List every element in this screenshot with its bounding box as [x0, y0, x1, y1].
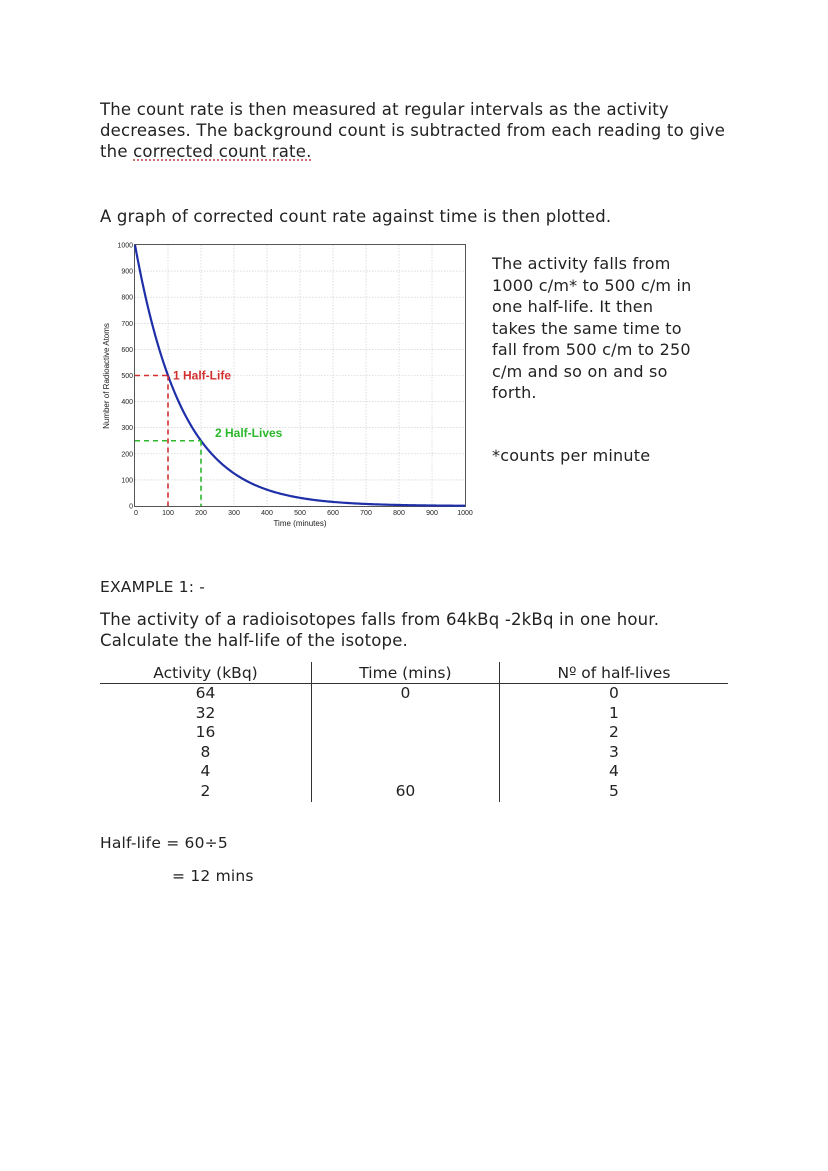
header-half-lives: Nº of half-lives: [499, 662, 728, 684]
y-tick-label: 700: [121, 320, 133, 328]
intro-line-1: The count rate is then measured at regular intervals as the activity: [100, 100, 669, 119]
cell: 2: [609, 723, 619, 742]
table-row: [100, 684, 728, 704]
y-axis-label: Number of Radioactive Atoms: [102, 323, 111, 429]
corrected-count-rate-term: corrected count rate.: [133, 142, 312, 161]
explanation-text: [492, 253, 722, 404]
y-tick-label: 400: [121, 399, 133, 407]
one-half-life-label: 1 Half-Life: [173, 368, 232, 383]
intro-line-3-prefix: the: [100, 142, 134, 161]
table-row: [100, 782, 728, 802]
explanation-line: takes the same time to: [492, 318, 682, 338]
cell: 16: [195, 723, 216, 742]
graph-intro: A graph of corrected count rate against time is then plotted.: [100, 207, 612, 226]
cell: 0: [311, 684, 499, 704]
cell: [311, 762, 499, 782]
cell: [311, 704, 499, 724]
cell: 4: [200, 762, 211, 781]
y-tick-label: 500: [121, 373, 133, 380]
y-tick-label: 800: [121, 294, 133, 302]
header-activity: Activity (kBq): [100, 662, 311, 684]
table-row: [100, 704, 728, 724]
intro-paragraph: [100, 99, 740, 162]
y-tick-label: 1000: [117, 242, 133, 250]
cell: [311, 743, 499, 763]
cell: 3: [609, 742, 619, 761]
y-tick-label: 600: [121, 346, 133, 354]
answer-line-2: = 12 mins: [172, 867, 254, 885]
cell: 8: [200, 742, 211, 761]
cell: 32: [195, 703, 216, 722]
cell: 0: [609, 684, 619, 702]
y-tick-label: 0: [129, 503, 133, 511]
y-tick-label: 300: [121, 425, 133, 433]
table-row: [100, 743, 728, 763]
cell: 2: [200, 781, 211, 800]
explanation-line: The activity falls from: [492, 254, 671, 273]
cell: 1: [609, 703, 619, 722]
table-row: [100, 762, 728, 782]
x-tick-label: 400: [261, 510, 273, 517]
table-row: [100, 723, 728, 743]
footnote: *counts per minute: [492, 446, 651, 465]
explanation-line: one half-life. It then: [492, 297, 654, 316]
x-tick-label: 1000: [457, 510, 473, 517]
table-header-row: [100, 662, 728, 684]
answer-line-1: Half-life = 60÷5: [100, 834, 228, 852]
intro-line-2: decreases. The background count is subtracted from each reading to give: [100, 121, 726, 140]
decay-chart: [100, 236, 482, 532]
x-tick-label: 300: [228, 510, 240, 517]
cell: [311, 723, 499, 743]
x-tick-label: 100: [162, 510, 174, 517]
example-heading: EXAMPLE 1: -: [100, 578, 206, 596]
x-tick-label: 700: [360, 510, 372, 517]
y-tick-label: 100: [121, 477, 133, 485]
cell: 60: [311, 782, 499, 802]
x-tick-label: 900: [426, 510, 438, 517]
explanation-line: c/m and so on and so: [492, 361, 668, 381]
half-life-table: [100, 662, 728, 802]
explanation-line: 1000 c/m* to 500 c/m in: [492, 275, 692, 295]
question-line-2: Calculate the half-life of the isotope.: [100, 631, 408, 650]
cell: 4: [609, 762, 619, 781]
x-tick-label: 200: [195, 510, 207, 517]
x-tick-label: 600: [327, 510, 339, 517]
x-tick-label: 800: [393, 510, 405, 517]
cell: 64: [195, 684, 216, 702]
x-tick-label: 0: [134, 510, 138, 517]
cell: 5: [609, 781, 619, 800]
x-axis-label: Time (minutes): [273, 519, 327, 528]
y-tick-label: 900: [121, 268, 133, 276]
explanation-line: fall from 500 c/m to 250: [492, 340, 691, 359]
explanation-line: forth.: [492, 383, 537, 402]
x-tick-label: 500: [294, 510, 306, 517]
intro-line-3: [100, 141, 740, 162]
header-time: Time (mins): [311, 662, 499, 684]
y-tick-label: 200: [121, 451, 133, 459]
example-question: [100, 609, 740, 651]
two-half-lives-label: 2 Half-Lives: [215, 425, 283, 440]
question-line-1: The activity of a radioisotopes falls from 64kBq -2kBq in one hour.: [100, 610, 660, 629]
